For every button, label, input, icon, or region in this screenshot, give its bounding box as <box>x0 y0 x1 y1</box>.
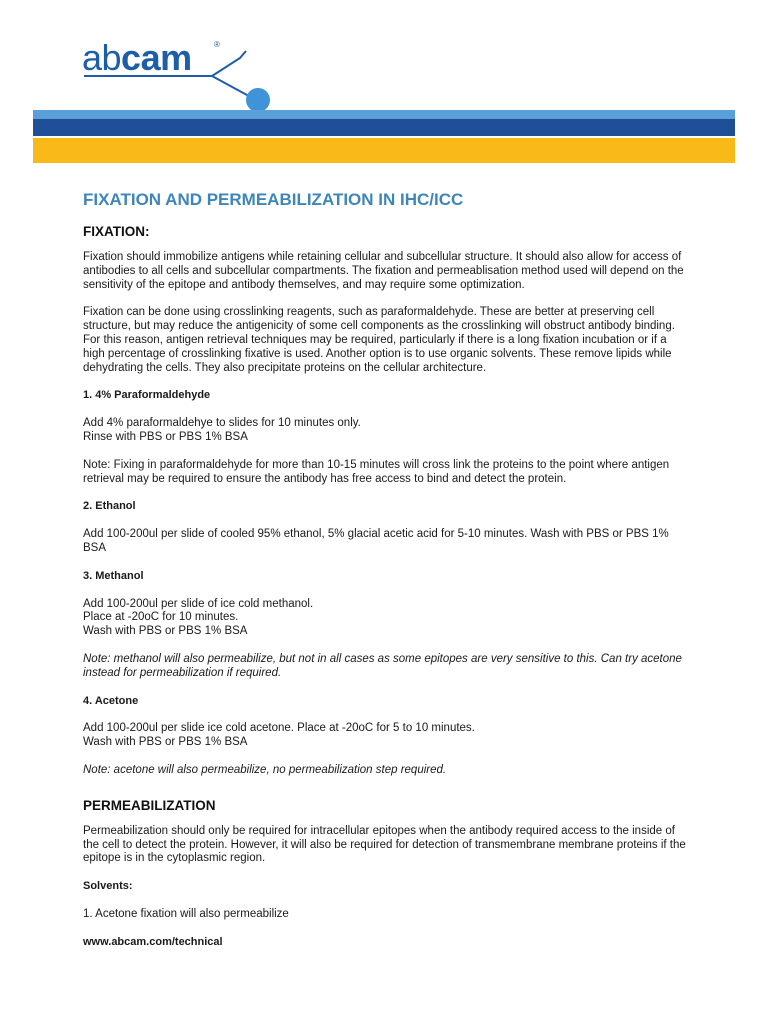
paraformaldehyde-step-2: Rinse with PBS or PBS 1% BSA <box>83 430 248 443</box>
acetone-heading: 4. Acetone <box>83 694 139 707</box>
ethanol-steps: Add 100-200ul per slide of cooled 95% ethanol, 5% glacial acetic acid for 5-10 minutes. Wash with PBS or PBS 1% BSA <box>83 528 669 554</box>
solvents-item-1: 1. Acetone fixation will also permeabilize <box>83 907 289 920</box>
fixation-paragraph-1: Fixation should immobilize antigens while retaining cellular and subcellular structure. It should also allow for access of antibodies to all cells and subcellular compartments. The fixation and permeablisation method used will depend on the sensitivity of the epitope and antibody themselves, and may require some optimization. <box>83 251 684 291</box>
paraformaldehyde-note: Note: Fixing in paraformaldehyde for more than 10-15 minutes will cross link the proteins to the point where antigen retrieval may be required to ensure the antibody has free access to bind and detect the protein. <box>83 458 670 485</box>
logo-antibody-graphic <box>0 0 768 120</box>
acetone-step-1: Add 100-200ul per slide ice cold acetone. Place at -20oC for 5 to 10 minutes. <box>83 722 475 735</box>
ethanol-heading: 2. Ethanol <box>83 500 136 513</box>
header-band-yellow <box>33 138 735 163</box>
permeabilization-paragraph: Permeabilization should only be required for intracellular epitopes when the antibody required access to the inside of the cell to detect the protein. However, it will also be required for detection of transmembrane membrane proteins if the epitope is in the cytoplasmic region. <box>83 824 686 865</box>
methanol-heading: 3. Methanol <box>83 569 144 582</box>
header-band-dark <box>33 119 735 136</box>
acetone-step-2: Wash with PBS or PBS 1% BSA <box>83 736 248 749</box>
methanol-step-2: Place at -20oC for 10 minutes. <box>83 611 239 624</box>
logo-wordmark: abcam <box>82 37 192 78</box>
document-body <box>83 190 689 950</box>
paraformaldehyde-step-1: Add 4% paraformaldehye to slides for 10 minutes only. <box>83 417 361 430</box>
methanol-step-3: Wash with PBS or PBS 1% BSA <box>83 625 248 638</box>
permeabilization-heading: PERMEABILIZATION <box>83 797 216 813</box>
methanol-steps <box>83 598 689 639</box>
acetone-note: Note: acetone will also permeabilize, no permeabilization step required. <box>83 763 447 776</box>
solvents-heading: Solvents: <box>83 880 133 893</box>
registered-mark: ® <box>214 40 220 49</box>
document-title: FIXATION AND PERMEABILIZATION IN IHC/ICC <box>83 190 464 209</box>
header-band-light <box>33 110 735 119</box>
methanol-step-1: Add 100-200ul per slide of ice cold methanol. <box>83 597 314 610</box>
abcam-logo <box>0 0 768 120</box>
acetone-steps <box>83 722 689 750</box>
footer-url: www.abcam.com/technical <box>83 935 223 948</box>
fixation-heading: FIXATION: <box>83 224 150 239</box>
paraformaldehyde-steps <box>83 417 689 445</box>
paraformaldehyde-heading: 1. 4% Paraformaldehyde <box>83 389 211 402</box>
fixation-paragraph-2: Fixation can be done using crosslinking reagents, such as paraformaldehyde. These are better at preserving cell structure, but may reduce the antigenicity of some cell components as the crosslinking will obstruct antibody binding. For this reason, antigen retrieval techniques may be required, particularly if there is a long fixation incubation or if a high percentage of crosslinking fixative is used. Another option is to use organic solvents. These remove lipids while dehydrating the cells. They also precipitate proteins on the cellular architecture. <box>83 306 675 374</box>
methanol-note: Note: methanol will also permeabilize, but not in all cases as some epitopes are very sensitive to this. Can try acetone instead for permeabilization if required. <box>83 652 682 679</box>
